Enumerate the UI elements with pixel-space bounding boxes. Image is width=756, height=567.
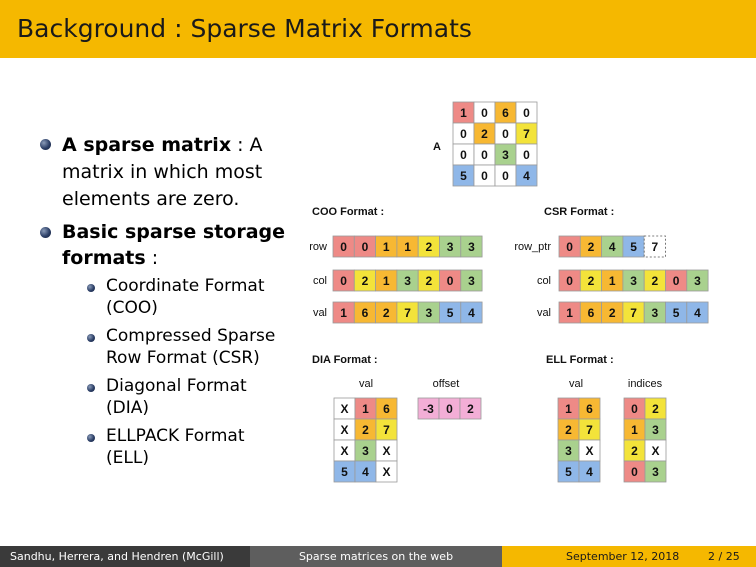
coo-row-value: 1 xyxy=(404,240,411,254)
sub-bullet-4-line-2: (ELL) xyxy=(106,448,149,468)
dia-val-value: 4 xyxy=(362,465,369,479)
csr-col-value: 1 xyxy=(608,274,616,288)
csr-val-value: 3 xyxy=(651,306,659,320)
footer-date: September 12, 2018 xyxy=(566,550,680,563)
csr-col-value: 3 xyxy=(630,274,637,288)
matrix-a-value: 0 xyxy=(460,148,467,162)
slide-title: Background : Sparse Matrix Formats xyxy=(17,14,472,43)
coo-val-value: 6 xyxy=(361,306,369,320)
dia-val-value: 2 xyxy=(362,423,369,437)
dia-val-value: X xyxy=(340,402,349,416)
matrix-a-value: 7 xyxy=(523,127,530,141)
dia-val-value: 3 xyxy=(362,444,369,458)
ell-index-value: 0 xyxy=(631,465,638,479)
dia-title: DIA Format : xyxy=(312,354,378,366)
dia-offset-value: 0 xyxy=(446,402,453,416)
matrix-a-value: 0 xyxy=(481,106,488,120)
matrix-label: A xyxy=(433,141,441,153)
footer-page-number: 2 / 25 xyxy=(708,550,740,563)
ell-val-value: 4 xyxy=(586,465,593,479)
ell-title: ELL Format : xyxy=(546,354,614,366)
dia-val-label: val xyxy=(358,378,374,390)
matrix-a-value: 0 xyxy=(502,127,509,141)
sub-bullet-3-line-1: Diagonal Format xyxy=(106,376,247,396)
dia-val-value: X xyxy=(340,444,349,458)
csr-row-label: col xyxy=(536,275,551,287)
matrix-a-value: 0 xyxy=(523,148,530,162)
matrix-a-value: 5 xyxy=(460,169,467,183)
ell-val-value: 3 xyxy=(565,444,572,458)
bullet-1-term: A sparse matrix xyxy=(62,134,232,156)
coo-row-value: 0 xyxy=(340,240,347,254)
bullet-1-line-2: matrix in which most xyxy=(62,161,263,183)
footer xyxy=(0,546,756,567)
ell-val-value: 7 xyxy=(586,423,593,437)
matrix-a-value: 0 xyxy=(460,127,467,141)
csr-row_ptr-value: 4 xyxy=(608,240,616,254)
dia-val-value: 7 xyxy=(383,423,390,437)
dia-val-value: X xyxy=(340,423,349,437)
dia-offset-label: offset xyxy=(432,378,460,390)
csr-col-value: 3 xyxy=(694,274,701,288)
sub-bullet-1-line-2: (COO) xyxy=(106,298,158,318)
dia-val-value: 1 xyxy=(362,402,369,416)
coo-row-value: 3 xyxy=(468,240,475,254)
coo-title: COO Format : xyxy=(312,206,385,218)
coo-val-value: 1 xyxy=(340,306,347,320)
dia-offset-value: 2 xyxy=(467,402,474,416)
coo-col-value: 3 xyxy=(404,274,411,288)
bullet-1-rest: : A xyxy=(231,134,263,156)
csr-row_ptr-value: 7 xyxy=(651,240,659,254)
bullet-2-term-cont: formats xyxy=(62,247,146,269)
matrix-a-value: 3 xyxy=(502,148,509,162)
sub-bullet-2-line-2: Row Format (CSR) xyxy=(106,348,260,368)
coo-col-value: 0 xyxy=(446,274,454,288)
sub-bullet-1-line-1: Coordinate Format xyxy=(106,276,265,296)
matrix-a-value: 0 xyxy=(481,169,488,183)
csr-val-value: 1 xyxy=(566,306,573,320)
matrix-a-value: 2 xyxy=(481,127,488,141)
coo-row-value: 1 xyxy=(382,240,390,254)
bullet-2-line-1: Basic sparse storage xyxy=(62,221,286,243)
coo-row-label: val xyxy=(312,307,327,319)
coo-val-value: 7 xyxy=(404,306,411,320)
sub-bullet-3-line-2: (DIA) xyxy=(106,398,149,418)
ell-index-value: X xyxy=(651,444,660,458)
csr-val-value: 6 xyxy=(587,306,595,320)
csr-col-value: 0 xyxy=(566,274,573,288)
ell-indices-label: indices xyxy=(627,378,663,390)
footer-right xyxy=(502,546,756,567)
dia-val-value: X xyxy=(382,465,391,479)
ell-val-value: 6 xyxy=(586,402,593,416)
ell-index-value: 2 xyxy=(652,402,659,416)
matrix-a-value: 0 xyxy=(523,106,530,120)
ell-index-value: 2 xyxy=(631,444,638,458)
csr-row_ptr-value: 0 xyxy=(566,240,573,254)
footer-talk-title: Sparse matrices on the web xyxy=(250,546,502,567)
matrix-a-value: 0 xyxy=(481,148,488,162)
ell-val-value: 2 xyxy=(565,423,572,437)
dia-val-value: 6 xyxy=(383,402,390,416)
csr-row_ptr-value: 5 xyxy=(630,240,637,254)
csr-val-value: 4 xyxy=(694,306,701,320)
csr-col-value: 2 xyxy=(651,274,659,288)
bullet-2-rest: : xyxy=(145,247,159,269)
coo-val-value: 2 xyxy=(382,306,390,320)
coo-row-value: 0 xyxy=(361,240,369,254)
ell-val-value: 1 xyxy=(565,402,572,416)
matrix-a-value: 1 xyxy=(460,106,467,120)
csr-row_ptr-value: 2 xyxy=(587,240,595,254)
ell-index-value: 3 xyxy=(652,423,659,437)
matrix-a-value: 0 xyxy=(502,169,509,183)
csr-col-value: 0 xyxy=(672,274,680,288)
ell-val-label: val xyxy=(568,378,584,390)
csr-row-label: row_ptr xyxy=(514,241,551,253)
dia-val-value: X xyxy=(382,444,391,458)
coo-col-value: 0 xyxy=(340,274,347,288)
coo-val-value: 4 xyxy=(468,306,475,320)
matrix-a-value: 6 xyxy=(502,106,509,120)
ell-index-value: 0 xyxy=(631,402,638,416)
coo-row-value: 2 xyxy=(425,240,433,254)
bullet-1-line-3: elements are zero. xyxy=(62,188,240,210)
dia-val-value: 5 xyxy=(341,465,348,479)
footer-authors: Sandhu, Herrera, and Hendren (McGill) xyxy=(0,546,250,567)
csr-val-value: 7 xyxy=(630,306,637,320)
coo-col-value: 3 xyxy=(468,274,475,288)
coo-col-value: 2 xyxy=(425,274,433,288)
matrix-a-value: 4 xyxy=(523,169,530,183)
coo-col-value: 2 xyxy=(361,274,369,288)
coo-col-value: 1 xyxy=(382,274,390,288)
csr-val-value: 2 xyxy=(608,306,616,320)
csr-col-value: 2 xyxy=(587,274,595,288)
coo-val-value: 5 xyxy=(446,306,454,320)
csr-row-label: val xyxy=(536,307,551,319)
csr-val-value: 5 xyxy=(672,306,680,320)
csr-title: CSR Format : xyxy=(544,206,615,218)
coo-row-label: row xyxy=(309,241,327,253)
ell-val-value: 5 xyxy=(565,465,572,479)
ell-index-value: 3 xyxy=(652,465,659,479)
coo-row-value: 3 xyxy=(446,240,454,254)
coo-val-value: 3 xyxy=(425,306,433,320)
ell-index-value: 1 xyxy=(631,423,638,437)
ell-val-value: X xyxy=(585,444,594,458)
coo-row-label: col xyxy=(312,275,327,287)
sub-bullet-4-line-1: ELLPACK Format xyxy=(106,426,245,446)
dia-offset-value: -3 xyxy=(423,402,434,416)
sub-bullet-2-line-1: Compressed Sparse xyxy=(106,326,276,346)
